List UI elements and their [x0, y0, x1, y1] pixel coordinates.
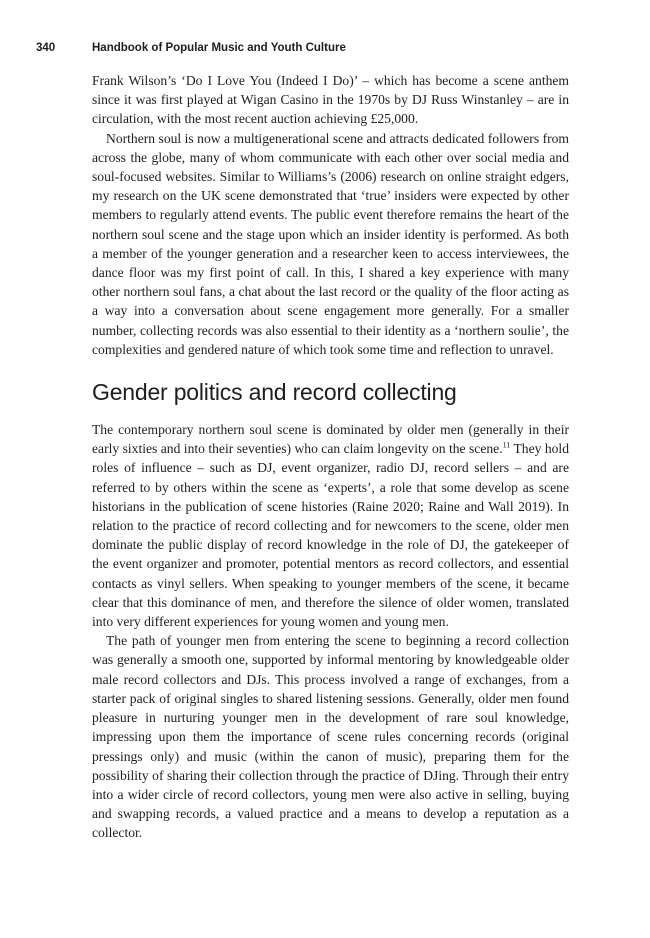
- running-head: [36, 40, 596, 56]
- paragraph-text: The contemporary northern soul scene is dominated by older men (generally in their early sixties and into their seventies) who can claim longevity on the scene.: [92, 422, 569, 457]
- paragraph-gender-politics: [92, 420, 569, 631]
- page-number: 340: [36, 42, 56, 54]
- paragraph-northern-soul-scene: Northern soul is now a multigenerational scene and attracts dedicated followers from across the globe, many of whom communicate with each other over social media and soul-focused websites. Similar to Williams’s (2006) research on online straight edgers, my research on the UK scene demonstrated that ‘true’ insiders were expected by other members to regularly attend events. The public event therefore remains the heart of the northern soul scene and the stage upon which an insider identity is performed. As both a member of the younger generation and a researcher keen to access interviewees, the dance floor was my first point of call. In this, I shared a key experience with many other northern soul fans, a chat about the last record or the quality of the floor acting as a way into a conversation about scene engagement more generally. For a smaller number, collecting records was also essential to their identity as a ‘northern soulie’, the complexities and gendered nature of which took some time and reflection to unravel.: [92, 130, 569, 357]
- paragraph-continued: Frank Wilson’s ‘Do I Love You (Indeed I Do)’ – which has become a scene anthem since it was first played at Wigan Casino in the 1970s by DJ Russ Winstanley – are in circulation, with the most recent auction achieving £25,000.: [92, 73, 569, 127]
- body-text: [92, 71, 569, 843]
- section-heading: Gender politics and record collecting: [92, 379, 457, 406]
- paragraph-text: They hold roles of influence – such as DJ, event organizer, radio DJ, record sellers – and are referred to by others within the scene as ‘experts’, a role that some develop as scene historians in the publication of scene histories (Raine 2020; Raine and Wall 2019). In relation to the practice of record collecting and for newcomers to the scene, older men dominate the public display of record knowledge in the role of DJ, the gatekeeper of the event organizer and promoter, potential mentors as record collectors, and essential contacts as vinyl sellers. When speaking to younger members of the scene, it became clear that this dominance of men, and therefore the silence of older women, translated into very different experiences for young women and young men.: [92, 441, 569, 630]
- footnote-marker[interactable]: 11: [502, 440, 511, 450]
- paragraph-younger-men: The path of younger men from entering the scene to beginning a record collection was generally a smooth one, supported by informal mentoring by knowledgeable older male record collectors and DJs. This process involved a range of exchanges, from a starter pack of original singles to shared listening sessions. Generally, older men found pleasure in nurturing younger men in the development of rare soul knowledge, impressing upon them the importance of scene rules concerning records (original pressings only) and music (within the canon of music), preparing them for the possibility of sharing their collection through the practice of DJing. Through their entry into a wider circle of record collectors, young men were also active in selling, buying and swapping records, a valued practice and a means to develop a reputation as a collector.: [92, 633, 569, 841]
- book-title: Handbook of Popular Music and Youth Culture: [92, 42, 346, 54]
